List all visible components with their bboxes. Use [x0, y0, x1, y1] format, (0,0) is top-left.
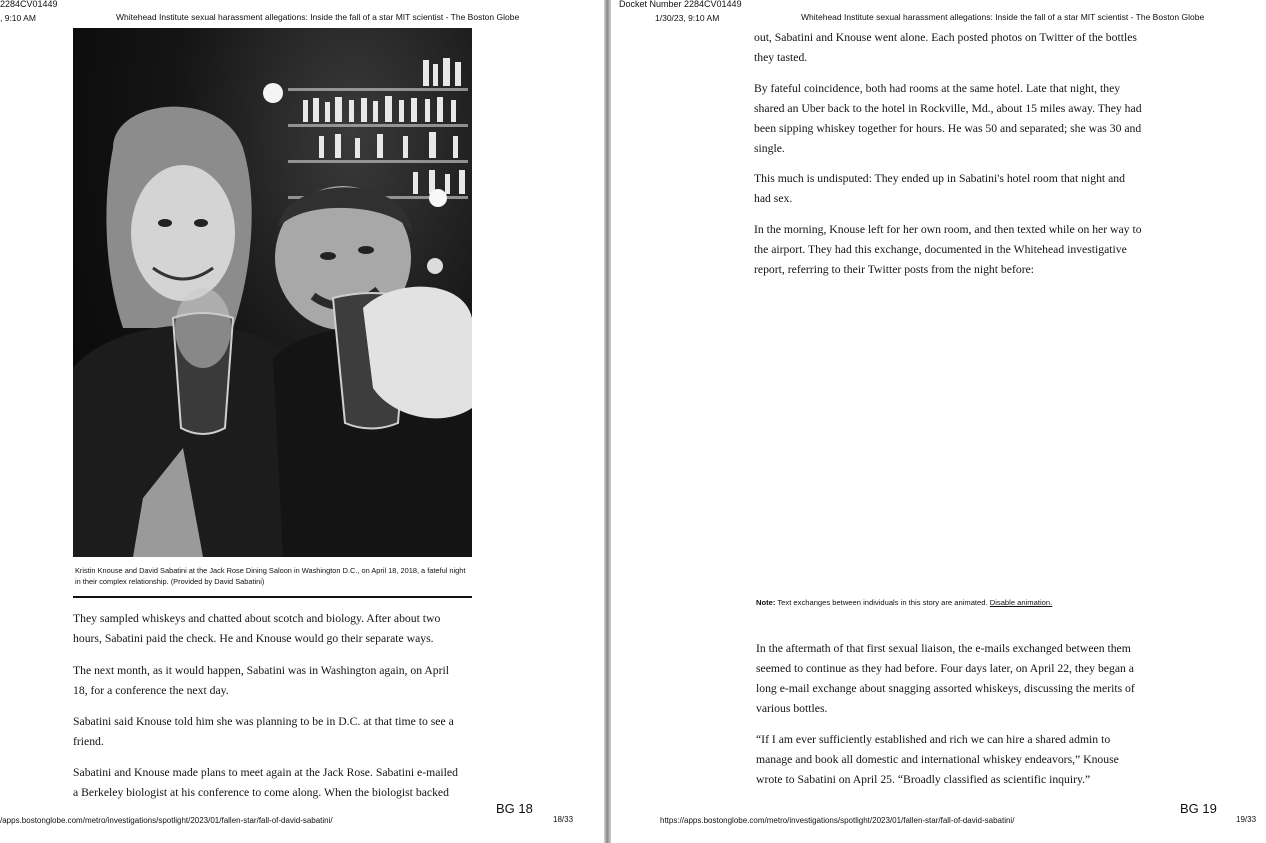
paragraph-line: report, referring to their Twitter posts from the night before: [754, 263, 1035, 276]
page-url: /apps.bostonglobe.com/metro/investigations/spotlight/2023/01/fallen-star/fall-of-david-sabatini/ [0, 816, 333, 825]
paragraph-line: wrote to Sabatini on April 25. “Broadly classified as scientific inquiry.” [756, 773, 1091, 786]
article-paragraph [754, 28, 1137, 68]
paragraph-line: shared an Uber back to the hotel in Rockville, Md., about 15 miles away. They had [754, 102, 1142, 115]
page-number: 18/33 [553, 815, 574, 824]
animation-note [756, 598, 1052, 607]
article-paragraph [73, 763, 458, 803]
paragraph-line: manage and book all domestic and international whiskey endeavors,” Knouse [756, 753, 1119, 766]
paragraph-line: the airport. They had this exchange, documented in the Whitehead investigative [754, 243, 1127, 256]
bates-label: BG 18 [496, 801, 533, 816]
docket-number: Docket Number 2284CV01449 [619, 0, 742, 9]
paragraph-line: This much is undisputed: They ended up in Sabatini's hotel room that night and [754, 172, 1125, 185]
article-paragraph [73, 661, 449, 701]
page-url: https://apps.bostonglobe.com/metro/investigations/spotlight/2023/01/fallen-star/fall-of-david-sabatini/ [660, 816, 1015, 825]
note-label: Note: [756, 598, 776, 607]
article-paragraph [756, 639, 1135, 719]
paragraph-line: a Berkeley biologist at his conference to come along. When the biologist backed [73, 786, 449, 799]
photo-illustration [73, 28, 472, 557]
paragraph-line: 18, for a conference the next day. [73, 684, 229, 697]
article-paragraph [756, 730, 1119, 790]
bates-label: BG 19 [1180, 801, 1217, 816]
photo-caption [75, 565, 465, 587]
paragraph-line: The next month, as it would happen, Sabatini was in Washington again, on April [73, 664, 450, 677]
paragraph-line: By fateful coincidence, both had rooms at the same hotel. Late that night, they [754, 82, 1121, 95]
article-paragraph [73, 609, 440, 649]
article-paragraph [754, 79, 1142, 159]
paragraph-line: Sabatini and Knouse made plans to meet again at the Jack Rose. Sabatini e-mailed [73, 766, 458, 779]
article-paragraph [754, 169, 1125, 209]
paragraph-line: They sampled whiskeys and chatted about scotch and biology. After about two [73, 612, 441, 625]
paragraph-line: In the morning, Knouse left for her own room, and then texted while on her way to [754, 223, 1142, 236]
caption-line: Kristin Knouse and David Sabatini at the Jack Rose Dining Saloon in Washington D.C., on April 18, 2018, a fateful night [75, 566, 466, 575]
print-timestamp: 1/30/23, 9:10 AM [655, 13, 720, 23]
paragraph-line: hours, Sabatini paid the check. He and Knouse would go their separate ways. [73, 632, 434, 645]
left-page [0, 0, 606, 843]
paragraph-line: seemed to continue as they had before. Four days later, on April 22, they began a [756, 662, 1134, 675]
paragraph-line: out, Sabatini and Knouse went alone. Each posted photos on Twitter of the bottles [754, 31, 1137, 44]
article-paragraph [73, 712, 454, 752]
paragraph-line: long e-mail exchange about snagging assorted whiskeys, discussing the merits of [756, 682, 1135, 695]
paragraph-line: In the aftermath of that first sexual liaison, the e-mails exchanged between them [756, 642, 1131, 655]
paragraph-line: various bottles. [756, 702, 828, 715]
note-text: Text exchanges between individuals in this story are animated. [777, 598, 988, 607]
paragraph-line: been sipping whiskey together for hours. He was 50 and separated; she was 30 and [754, 122, 1142, 135]
paragraph-line: they tasted. [754, 51, 808, 64]
article-paragraph [754, 220, 1142, 280]
caption-line: in their complex relationship. (Provided by David Sabatini) [75, 577, 265, 586]
caption-divider [73, 596, 472, 598]
paragraph-line: Sabatini said Knouse told him she was planning to be in D.C. at that time to see a [73, 715, 454, 728]
page-number: 19/33 [1236, 815, 1257, 824]
print-timestamp: , 9:10 AM [0, 13, 36, 23]
header-title: Whitehead Institute sexual harassment allegations: Inside the fall of a star MIT scientist - The Boston Globe [801, 12, 1205, 22]
paragraph-line: had sex. [754, 192, 793, 205]
disable-animation-link[interactable]: Disable animation. [989, 598, 1053, 607]
right-page [611, 0, 1266, 843]
header-title: Whitehead Institute sexual harassment allegations: Inside the fall of a star MIT scientist - The Boston Globe [116, 12, 520, 22]
paragraph-line: “If I am ever sufficiently established and rich we can hire a shared admin to [756, 733, 1111, 746]
article-photo [73, 28, 472, 557]
paragraph-line: friend. [73, 735, 104, 748]
page-gutter [604, 0, 611, 843]
docket-number: 2284CV01449 [0, 0, 58, 9]
paragraph-line: single. [754, 142, 785, 155]
